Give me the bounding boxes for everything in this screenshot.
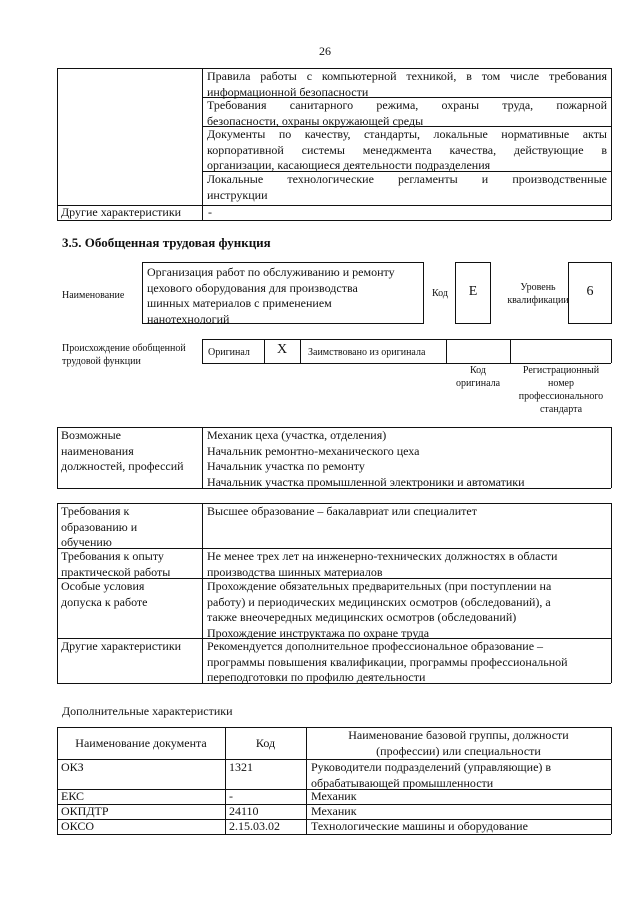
admission-value-line-1: Прохождение обязательных предварительных (при поступлении на [207,579,552,593]
function-name-box [142,262,424,324]
positions-label [61,428,201,475]
position-item-3: Начальник участка по ремонту [207,459,365,473]
education-label-line-1: Требования к [61,504,130,518]
top-table-row-4 [207,172,607,203]
code-label: Код [432,288,448,299]
top-table-row-2-line-2: безопасности, охраны окружающей среды [207,113,424,128]
level-label-line-2: квалификации [507,295,569,306]
code-value: E [468,284,478,299]
table-row-name [311,760,609,791]
top-table-row-2 [207,98,607,129]
table-row-code: 24110 [229,804,259,818]
admission-value-line-3: также внеочередных медицинских осмотров (обследований) [207,610,517,624]
top-table-row-3-line-3: организации, касающиеся деятельности подразделения [207,158,491,172]
education-label-line-3: обучению [61,535,112,549]
other-value-line-3: переподготовки по профилю деятельности [207,670,426,684]
reg-number-caption-line-2: номер [548,378,574,389]
positions-label-line-2: наименования [61,443,134,458]
level-label [500,281,576,307]
header-base-group [306,728,611,759]
other-value [207,639,607,686]
table-row-doc: ОКСО [61,819,95,833]
table-row-name-line-1: Механик [311,804,357,818]
top-table-row-4-line-2: инструкции [207,187,268,202]
top-table-row-2-line-1: Требования санитарного режима, охраны труда, пожарной [207,98,607,112]
admission-label-line-2: допуска к работе [61,594,148,609]
reg-number-caption-line-4: стандарта [539,404,583,415]
top-table-row-4-line-1: Локальные технологические регламенты и производственные [207,172,607,186]
section-title: 3.5. Обобщенная трудовая функция [62,235,271,250]
origin-label-line-1: Происхождение обобщенной [62,343,186,354]
top-table-row-1-line-2: информационной безопасности [207,84,369,99]
table-row-name [311,804,609,820]
table-row-name-line-1: Механик [311,789,357,803]
table-row-code: - [229,789,233,803]
admission-label-line-1: Особые условия [61,579,145,593]
education-value-line-1: Высшее образование – бакалавриат или специалитет [207,504,477,518]
experience-value [207,549,607,580]
page-number: 26 [319,44,331,58]
reg-number-caption-line-3: профессионального [518,391,604,402]
header-document-name: Наименование документа [75,736,207,750]
other-value-line-2: программы повышения квалификации, программы профессиональной [207,654,568,669]
top-table-other-value: - [208,205,212,219]
position-item-4: Начальник участка промышленной электроники и автоматики [207,474,525,489]
table-row-doc: ОКПДТР [61,804,109,818]
reg-number-caption [505,364,617,416]
table-row-code: 2.15.03.02 [229,819,280,833]
code-original-caption-line-1: Код [470,365,486,376]
table-row-code: 1321 [229,760,253,774]
education-value [207,504,607,520]
reg-number-caption-line-1: Регистрационный [522,365,600,376]
table-row-name [311,819,609,835]
top-table-other-label: Другие характеристики [61,205,182,219]
function-name-line-4: нанотехнологий [147,311,230,326]
top-table-row-1-line-1: Правила работы с компьютерной техникой, в том числе требования [207,69,607,83]
table-row-name-line-1: Руководители подразделений (управляющие) в [311,760,552,774]
name-label: Наименование [62,290,125,301]
positions-list [207,428,607,490]
position-item-1: Механик цеха (участка, отделения) [207,428,387,442]
level-label-line-1: Уровень [520,282,556,293]
function-name-line-2: цехового оборудования для производства [147,280,358,295]
original-mark: X [276,342,288,357]
top-table-row-3-line-2: корпоративной системы менеджмента качества, действующие в [207,142,607,157]
top-table-row-3-line-1: Документы по качеству, стандарты, локальные нормативные акты [207,127,607,141]
experience-label-line-2: практической работы [61,564,171,579]
other-value-line-1: Рекомендуется дополнительное профессиональное образование – [207,639,544,653]
experience-label [61,549,201,580]
borrowed-label: Заимствовано из оригинала [308,347,426,358]
education-label [61,504,201,551]
table-row-doc: ЕКС [61,789,85,803]
header-base-group-line-2: (профессии) или специальности [376,743,541,758]
origin-label-line-2: трудовой функции [62,356,141,367]
experience-value-line-2: производства шинных материалов [207,564,383,579]
admission-value [207,579,607,641]
position-item-2: Начальник ремонтно-механического цеха [207,443,420,458]
top-table-row-1 [207,69,607,100]
positions-label-line-3: должностей, профессий [61,459,184,473]
level-value: 6 [586,284,594,299]
code-original-caption-line-2: оригинала [455,378,501,389]
top-table-row-3 [207,127,607,174]
admission-value-line-4: Прохождение инструктажа по охране труда [207,625,430,640]
experience-label-line-1: Требования к опыту [61,549,164,563]
function-name-line-3: шинных материалов с применением [147,296,332,310]
additional-title: Дополнительные характеристики [62,704,233,718]
admission-label [61,579,201,610]
experience-value-line-1: Не менее трех лет на инженерно-технических должностях в области [207,549,558,563]
header-base-group-line-1: Наименование базовой группы, должности [348,728,569,742]
origin-label [62,342,186,368]
table-row-name-line-1: Технологические машины и оборудование [311,819,528,833]
positions-label-line-1: Возможные [61,428,121,442]
table-row-name [311,789,609,805]
other-label-line-1: Другие характеристики [61,639,182,653]
header-code: Код [255,736,276,750]
function-name-line-1: Организация работ по обслуживанию и ремонту [147,265,395,279]
code-original-caption [446,364,510,390]
education-label-line-2: образованию и [61,519,138,534]
admission-value-line-2: работу) и периодических медицинских осмотров (обследований), а [207,594,551,609]
table-row-name-line-2: обрабатывающей промышленности [311,775,494,790]
original-label: Оригинал [208,347,250,358]
table-row-doc: ОКЗ [61,760,84,774]
other-label [61,639,201,655]
